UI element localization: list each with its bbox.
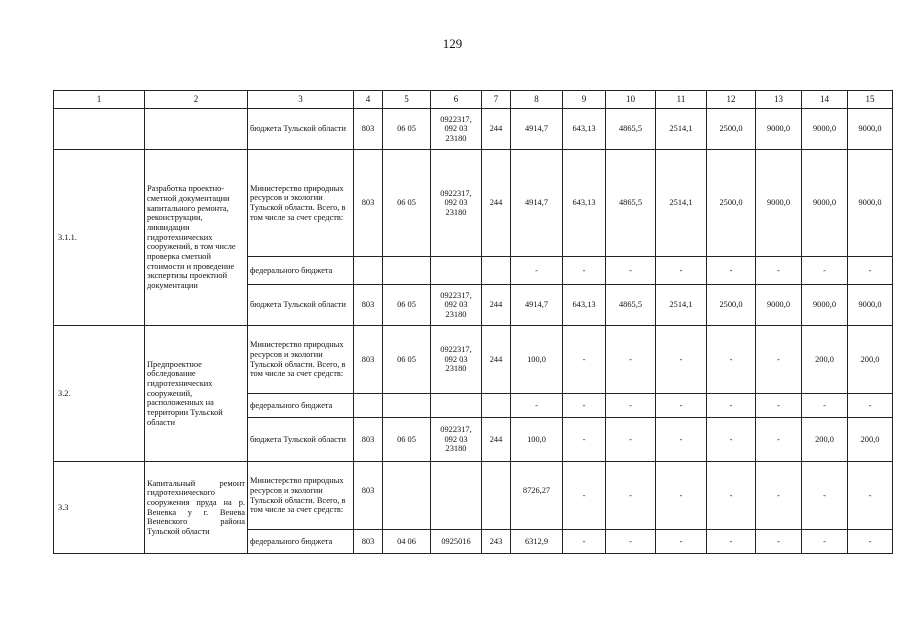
value-cell: [383, 257, 431, 285]
value-cell: -: [707, 418, 756, 462]
value-cell: 2500,0: [707, 285, 756, 326]
header-cell: 10: [606, 91, 656, 109]
header-cell: 6: [431, 91, 482, 109]
value-cell: -: [802, 394, 848, 418]
value-cell: 06 05: [383, 285, 431, 326]
value-cell: 200,0: [848, 326, 893, 394]
value-cell: 4914,7: [511, 285, 563, 326]
table-row: [54, 462, 893, 530]
header-cell: 13: [756, 91, 802, 109]
value-cell: 04 06: [383, 530, 431, 554]
value-cell: 06 05: [383, 326, 431, 394]
value-cell: -: [756, 462, 802, 530]
value-cell: 643,13: [563, 109, 606, 150]
value-cell: 6312,9: [511, 530, 563, 554]
empty-cell: [145, 109, 248, 150]
value-cell: 0922317, 092 03 23180: [431, 285, 482, 326]
header-cell: 1: [54, 91, 145, 109]
value-cell: -: [707, 530, 756, 554]
value-cell: [482, 394, 511, 418]
value-cell: -: [848, 257, 893, 285]
value-cell: 0922317, 092 03 23180: [431, 150, 482, 257]
value-cell: 2514,1: [656, 109, 707, 150]
value-cell: -: [707, 326, 756, 394]
value-cell: 4914,7: [511, 109, 563, 150]
value-cell: 643,13: [563, 150, 606, 257]
funding-source: Министерство природных ресурсов и экологии Тульской области. Всего, в том числе за счет средств:: [248, 462, 354, 530]
empty-cell: [54, 109, 145, 150]
value-cell: -: [656, 394, 707, 418]
value-cell: -: [563, 462, 606, 530]
value-cell: -: [707, 462, 756, 530]
header-cell: 11: [656, 91, 707, 109]
value-cell: -: [563, 418, 606, 462]
value-cell: 803: [354, 530, 383, 554]
value-cell: [431, 394, 482, 418]
value-cell: -: [656, 257, 707, 285]
budget-table: [53, 90, 893, 554]
value-cell: -: [707, 257, 756, 285]
value-cell: -: [802, 462, 848, 530]
value-cell: -: [848, 462, 893, 530]
value-cell: -: [563, 394, 606, 418]
value-cell: 0922317, 092 03 23180: [431, 418, 482, 462]
value-cell: 803: [354, 150, 383, 257]
value-cell: 9000,0: [848, 109, 893, 150]
value-cell: 4865,5: [606, 150, 656, 257]
value-cell: -: [802, 530, 848, 554]
value-cell: 9000,0: [756, 150, 802, 257]
value-cell: [431, 462, 482, 530]
value-cell: 9000,0: [802, 285, 848, 326]
value-cell: [482, 257, 511, 285]
value-cell: -: [606, 418, 656, 462]
value-cell: 803: [354, 109, 383, 150]
value-cell: -: [606, 326, 656, 394]
value-cell: 9000,0: [802, 109, 848, 150]
value-cell: -: [606, 462, 656, 530]
item-number: 3.2.: [54, 326, 145, 462]
header-cell: 4: [354, 91, 383, 109]
value-cell: 06 05: [383, 150, 431, 257]
table-row: [54, 150, 893, 257]
value-cell: -: [511, 394, 563, 418]
value-cell: -: [656, 530, 707, 554]
funding-source: Министерство природных ресурсов и экологии Тульской области. Всего, в том числе за счет средств:: [248, 326, 354, 394]
value-cell: -: [563, 530, 606, 554]
value-cell: -: [707, 394, 756, 418]
header-row: [54, 91, 893, 109]
value-cell: 0922317, 092 03 23180: [431, 326, 482, 394]
value-cell: 200,0: [848, 418, 893, 462]
value-cell: 0925016: [431, 530, 482, 554]
funding-source: Министерство природных ресурсов и экологии Тульской области. Всего, в том числе за счет средств:: [248, 150, 354, 257]
value-cell: 0922317, 092 03 23180: [431, 109, 482, 150]
value-cell: [383, 462, 431, 530]
value-cell: 9000,0: [756, 285, 802, 326]
header-cell: 14: [802, 91, 848, 109]
item-name: Капитальный ремонт гидротехнического сооружения пруда на р. Веневка у г. Венева Веневского района Тульской области: [145, 462, 248, 554]
value-cell: 803: [354, 462, 383, 530]
value-cell: 2500,0: [707, 109, 756, 150]
value-cell: [383, 394, 431, 418]
value-cell: [431, 257, 482, 285]
value-cell: -: [656, 462, 707, 530]
funding-source: бюджета Тульской области: [248, 285, 354, 326]
value-cell: -: [802, 257, 848, 285]
funding-source: федерального бюджета: [248, 394, 354, 418]
funding-source: федерального бюджета: [248, 530, 354, 554]
table-row: [54, 109, 893, 150]
value-cell: -: [606, 394, 656, 418]
header-cell: 5: [383, 91, 431, 109]
value-cell: 9000,0: [848, 150, 893, 257]
value-cell: 2514,1: [656, 150, 707, 257]
funding-source: бюджета Тульской области: [248, 418, 354, 462]
funding-source: бюджета Тульской области: [248, 109, 354, 150]
value-cell: 243: [482, 530, 511, 554]
table-row: [54, 326, 893, 394]
value-cell: 9000,0: [756, 109, 802, 150]
value-cell: -: [563, 257, 606, 285]
value-cell: 200,0: [802, 418, 848, 462]
value-cell: 06 05: [383, 109, 431, 150]
value-cell: 803: [354, 418, 383, 462]
item-number: 3.1.1.: [54, 150, 145, 326]
header-cell: 2: [145, 91, 248, 109]
value-cell: -: [756, 394, 802, 418]
value-cell: -: [756, 418, 802, 462]
value-cell: -: [656, 326, 707, 394]
value-cell: 200,0: [802, 326, 848, 394]
value-cell: [354, 394, 383, 418]
value-cell: 244: [482, 418, 511, 462]
value-cell: -: [848, 394, 893, 418]
value-cell: -: [606, 530, 656, 554]
value-cell: 9000,0: [848, 285, 893, 326]
item-number: 3.3: [54, 462, 145, 554]
value-cell: 06 05: [383, 418, 431, 462]
value-cell: 244: [482, 109, 511, 150]
value-cell: [482, 462, 511, 530]
value-cell: 4914,7: [511, 150, 563, 257]
value-cell: 244: [482, 326, 511, 394]
value-cell: 803: [354, 285, 383, 326]
value-cell: 244: [482, 285, 511, 326]
value-cell: -: [563, 326, 606, 394]
header-cell: 15: [848, 91, 893, 109]
value-cell: 100,0: [511, 418, 563, 462]
value-cell: 2514,1: [656, 285, 707, 326]
value-cell: -: [656, 418, 707, 462]
value-cell: 643,13: [563, 285, 606, 326]
value-cell: -: [511, 257, 563, 285]
value-cell: 8726,27: [511, 462, 563, 530]
value-cell: -: [756, 326, 802, 394]
value-cell: 244: [482, 150, 511, 257]
value-cell: -: [848, 530, 893, 554]
header-cell: 12: [707, 91, 756, 109]
value-cell: 100,0: [511, 326, 563, 394]
value-cell: -: [606, 257, 656, 285]
value-cell: 4865,5: [606, 109, 656, 150]
value-cell: 2500,0: [707, 150, 756, 257]
item-name: Разработка проектно-сметной документации капитального ремонта, реконструкции, ликвидации гидротехнических сооружений, в том числе проверка сметной стоимости и проведение экспертизы проектной документации: [145, 150, 248, 326]
value-cell: 9000,0: [802, 150, 848, 257]
funding-source: федерального бюджета: [248, 257, 354, 285]
header-cell: 7: [482, 91, 511, 109]
page-number: 129: [442, 36, 463, 51]
header-cell: 9: [563, 91, 606, 109]
item-name: Предпроектное обследование гидротехнических сооружений, расположенных на территории Тульской области: [145, 326, 248, 462]
value-cell: 4865,5: [606, 285, 656, 326]
header-cell: 3: [248, 91, 354, 109]
value-cell: -: [756, 530, 802, 554]
header-cell: 8: [511, 91, 563, 109]
value-cell: 803: [354, 326, 383, 394]
value-cell: [354, 257, 383, 285]
value-cell: -: [756, 257, 802, 285]
